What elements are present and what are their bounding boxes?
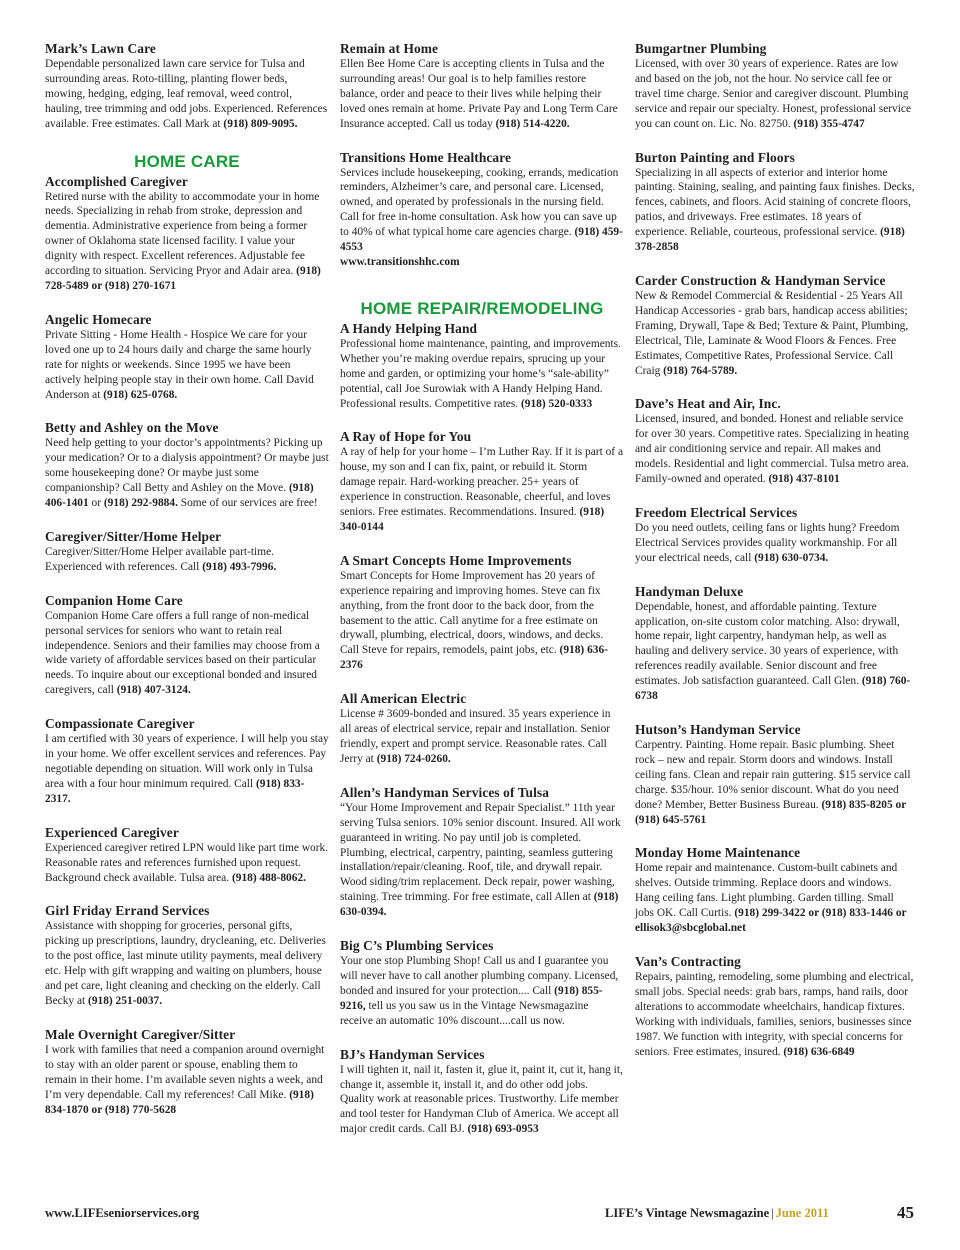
listing-phone: (918) 724-0260. xyxy=(376,752,451,765)
listing-phone: (918) 251-0037. xyxy=(88,994,163,1007)
listing-body: Caregiver/Sitter/Home Helper available part-time. Experienced with references. Call (918) 493-7996. xyxy=(45,545,277,573)
listing-phone: (918) 728-5489 or (918) 270-1671 xyxy=(45,265,321,292)
listing-phone: (918) 292-9884. xyxy=(103,497,178,510)
listing-body: Dependable, honest, and affordable painting. Texture application, on-site custom color matching. Also: drywall, home repair, light carpentry, handyman help, as well as hauling and delivery service. 30 years of experience, with references readily available. Senior discount and free estimates. Job satisfaction guaranteed. Call Glen. (918) 760-6738 xyxy=(635,600,911,703)
listing-phone: (918) 630-0734. xyxy=(754,551,829,564)
listing-body: Services include housekeeping, cooking, errands, medication reminders, Alzheimer’s care, and personal care. Licensed, owned, and operated by professionals in the nursing field. Call for free in-home consultation. Ask how you can save up to 40% of what typical home care agencies charge. (918) 459-4553 www.transitionshhc.com xyxy=(340,166,623,268)
listing-body: Smart Concepts for Home Improvement has 20 years of experience repairing and improving homes. Steve can fix anything, from the front door to the back door, from the basement to the attic. Call anytime for a free estimate on drywall, plumbing, electrical, doors, windows, and decks. Call Steve for repairs, remodels, paint jobs, etc. (918) 636-2376 xyxy=(340,569,608,672)
listing-phone: (918) 520-0333 xyxy=(520,397,593,410)
listing-phone: (918) 406-1401 xyxy=(45,482,314,510)
listing-title: Allen’s Handyman Services of Tulsa xyxy=(340,784,549,800)
listing-body: Ellen Bee Home Care is accepting clients in Tulsa and the surrounding areas! Our goal is to help families restore balance, order and peace to their lives while helping their loved ones remain at home. Private Pay and Long Term Care Insurance accepted. Call us today (918) 514-4220. xyxy=(340,58,618,130)
listing-title: Van’s Contracting xyxy=(635,953,741,969)
footer-separator: | xyxy=(771,1206,774,1220)
listing-phone: (918) 407-3124. xyxy=(116,684,191,697)
listing-freedom-electrical xyxy=(635,505,915,566)
listing-companion-home-care xyxy=(45,593,329,698)
listing-phone: (918) 835-8205 or (918) 645-5761 xyxy=(635,798,907,826)
listing-body: I will tighten it, nail it, fasten it, glue it, paint it, cut it, hang it, change it, assemble it, install it, and do other odd jobs. Quality work at reasonable prices. Trustworthy. Life member and tool tester for Handyman Club of America. We accept all major credit cards. Call BJ. (918) 693-0953 xyxy=(340,1063,623,1136)
listing-male-overnight-caregiver xyxy=(45,1027,329,1118)
footer-magazine-info xyxy=(605,1206,829,1221)
listing-phone: (918) 299-3422 or (918) 833-1446 or ellisok3@sbcglobal.net xyxy=(635,907,907,935)
listing-phone: (918) 378-2858 xyxy=(635,226,905,254)
listing-remain-at-home xyxy=(340,41,624,132)
listing-phone: (918) 855-9216, xyxy=(340,984,603,1012)
footer-website-link[interactable]: www.LIFEseniorservices.org xyxy=(45,1206,200,1220)
listing-title: Dave’s Heat and Air, Inc. xyxy=(635,396,781,412)
listing-a-ray-of-hope xyxy=(340,429,624,534)
listing-title: Hutson’s Handyman Service xyxy=(635,722,801,737)
listing-phone: (918) 514-4220. xyxy=(495,117,570,130)
listing-body: Repairs, painting, remodeling, some plumbing and electrical, small jobs. Special needs: grab bars, ramps, hand rails, door alterations to accommodate wheelchairs, handicap fixtures. Working with individuals, families, seniors, businesses since 1987. We function with integrity, with special concerns for seniors. Free estimates, insured. (918) 636-6849 xyxy=(635,970,914,1058)
listing-girl-friday xyxy=(45,903,329,1008)
listing-title: Accomplished Caregiver xyxy=(45,173,188,189)
listing-caregiver-sitter xyxy=(45,529,329,575)
listing-a-handy-helping-hand xyxy=(340,321,624,412)
listing-body: Licensed, with over 30 years of experience. Rates are low and based on the job, not the hour. No service call fee or travel time charge. Senior and caregiver discount. Plumbing service and repair our specialty. Honest, professional service you can count on. Lic. No. 82750. (918) 355-4747 xyxy=(635,58,912,130)
listing-body: Assistance with shopping for groceries, personal gifts, picking up prescriptions, laundry, drycleaning, etc. Deliveries to the post office, last minute utility payments, meal delivery etc. Help with gift wrapping and waiting on plumbers, house and pet care, light cleaning and checking on the elderly. Call Becky at (918) 251-0037. xyxy=(45,920,326,1007)
listing-body: Licensed, insured, and bonded. Honest and reliable service for over 30 years. Competitive rates. Specializing in heating and air conditioning service and repair. All makes and models. Residential and light commercial. Tulsa metro area. Family-owned and operated. (918) 437-8101 xyxy=(635,413,909,486)
issue-date: June 2011 xyxy=(775,1206,829,1220)
section-heading-home-repair: HOME REPAIR/REMODELING xyxy=(360,298,604,318)
listing-title: A Ray of Hope for You xyxy=(340,429,472,445)
listing-body: “Your Home Improvement and Repair Specialist.” 11th year serving Tulsa seniors. 10% senior discount. Insured. All work guaranteed in writing. No pay until job is completed. Plumbing, electrical, carpentry, painting, seamless guttering installation/repair/cleaning. Roof, tile, and drywall repair. Wood siding/trim replacement. Deck repair, power washing, staining. Tree trimming. For free estimate, call Allen at (918) 630-0394. xyxy=(340,801,621,919)
listing-phone: (918) 493-7996. xyxy=(202,560,277,573)
listing-title: Bumgartner Plumbing xyxy=(635,41,767,56)
listing-title: Handyman Deluxe xyxy=(635,583,744,599)
listing-title: Transitions Home Healthcare xyxy=(340,149,512,165)
listing-allens-handyman xyxy=(340,785,624,920)
page-number: 45 xyxy=(897,1203,914,1222)
column-3 xyxy=(635,41,915,1059)
section-heading-home-care: HOME CARE xyxy=(134,151,240,171)
listing-betty-and-ashley xyxy=(45,420,329,511)
listing-daves-heat-and-air xyxy=(635,396,915,487)
listing-bumgartner-plumbing xyxy=(635,41,915,132)
listing-body: Home repair and maintenance. Custom-built cabinets and shelves. Outside trimming. Replace doors and windows. Hang ceiling fans. Light plumbing. Garden tilling. Small jobs OK. Call Curtis. (918) 299-3422 or (918) 833-1446 or ellisok3@sbcglobal.net xyxy=(635,862,907,935)
listing-body: Carpentry. Painting. Home repair. Basic plumbing. Sheet rock – new and repair. Storm doors and windows. Install ceiling fans. Clean and repair rain guttering. $15 service call charge. $35/hour. 10% senior discount. What do you need done? Member, Better Business Bureau. (918) 835-8205 or (918) 645-5761 xyxy=(635,739,911,826)
listing-title: Betty and Ashley on the Move xyxy=(45,420,219,436)
listing-website-link[interactable]: www.transitionshhc.com xyxy=(340,255,460,268)
listing-title: Remain at Home xyxy=(340,41,439,56)
listing-body: Need help getting to your doctor’s appointments? Picking up your medication? Or to a dialysis appointment? Or maybe just some housekeeping done? Or maybe just some companionship? Call Betty and Ashley on the Move. (918) 406-1401 or (918) 292-9884. Some of our services are free! xyxy=(45,437,329,510)
listing-title: Angelic Homecare xyxy=(45,311,152,327)
listing-title: Male Overnight Caregiver/Sitter xyxy=(45,1026,236,1042)
listing-burton-painting xyxy=(635,150,915,255)
listing-all-american-electric xyxy=(340,691,624,767)
listing-body: Experienced caregiver retired LPN would like part time work. Reasonable rates and references furnished upon request. Background check available. Tulsa area. (918) 488-8062. xyxy=(45,841,329,884)
listing-smart-concepts xyxy=(340,553,624,673)
listing-body: Private Sitting - Home Health - Hospice We care for your loved one up to 24 hours daily and charge the same hourly rate for nights or weekends. Since 1995 we have been actively helping people stay in their own home. Call David Anderson at (918) 625-0768. xyxy=(45,328,314,401)
listing-phone: (918) 636-2376 xyxy=(340,644,608,672)
listing-body: I work with families that need a companion around overnight to stay with an older parent or spouse, enabling them to remain in their home. I’m available seven nights a week, and I’m very dependable. Call my references! Call Mike. (918) 834-1870 or (918) 770-5628 xyxy=(45,1043,325,1116)
listing-bjs-handyman xyxy=(340,1047,624,1138)
listing-phone: (918) 833-2317. xyxy=(45,777,305,805)
listing-title: All American Electric xyxy=(340,691,467,707)
listing-body: New & Remodel Commercial & Residential - 25 Years All Handicap Accessories - grab bars, handicap access abilities; Framing, Drywall, Tape & Bed; Texture & Paint, Plumbing, Electrical, Tile, Laminate & Wood Floors & Fences. Free Estimates, Competitive Rates, Professional Service. Call Craig (918) 764-5789. xyxy=(635,289,909,377)
listing-title: BJ’s Handyman Services xyxy=(340,1046,485,1062)
listing-phone: (918) 630-0394. xyxy=(340,891,619,919)
listing-phone: (918) 760-6738 xyxy=(635,675,911,703)
listing-body: License # 3609-bonded and insured. 35 years experience in all areas of electrical service, repair and installation. Senior friendly, expert and prompt service. Reasonable rates. Call Jerry at (918) 724-0260. xyxy=(340,708,611,765)
listing-body: Retired nurse with the ability to accommodate your in home needs. Specializing in rehab from stroke, depression and dementia. Administrative experience from being a former owner of Oklahoma state licensed facility. I value your dignity with respect. Excellent references. Adjustable fee according to situation. Servicing Pryor and Adair area. (918) 728-5489 or (918) 270-1671 xyxy=(45,190,321,292)
listing-phone: (918) 636-6849 xyxy=(783,1045,855,1058)
listing-phone: (918) 809-9095. xyxy=(223,117,298,130)
listing-title: A Handy Helping Hand xyxy=(340,320,478,336)
listing-title: Experienced Caregiver xyxy=(45,824,179,840)
listing-body: Companion Home Care offers a full range of non-medical personal services for seniors who want to retain real independence. Seniors and their families may choose from a wide variety of affordable services based on their particular needs. To inquire about our exceptional bonded and insured caregivers, call (918) 407-3124. xyxy=(45,609,320,697)
listing-vans-contracting xyxy=(635,954,915,1059)
listing-body: A ray of help for your home – I’m Luther Ray. If it is part of a house, my son and I can fix, paint, or rebuild it. Storm damage repair. Hard-working preacher. 25+ years of experience in construction. Reasonable, cheerful, and loves seniors. Free estimates. Recommendations. Insured. (918) 340-0144 xyxy=(340,446,623,533)
listing-title: Companion Home Care xyxy=(45,592,183,608)
listing-phone: (918) 437-8101 xyxy=(768,473,840,486)
listing-body: Dependable personalized lawn care service for Tulsa and surrounding areas. Roto-tilling, planting flower beds, mowing, hedging, edging, leaf removal, weed control, hauling, tree trimming and odd jobs. Experienced. References available. Free estimates. Call Mark at (918) 809-9095. xyxy=(45,58,328,130)
listing-title: Compassionate Caregiver xyxy=(45,716,195,732)
listing-phone: (918) 834-1870 or (918) 770-5628 xyxy=(45,1088,314,1116)
listing-accomplished-caregiver xyxy=(45,174,329,294)
listing-carder-construction xyxy=(635,273,915,378)
listing-title: Monday Home Maintenance xyxy=(635,845,801,861)
listing-big-cs-plumbing xyxy=(340,938,624,1029)
listing-marks-lawn-care xyxy=(45,41,329,132)
listing-phone: (918) 488-8062. xyxy=(231,871,306,884)
listing-body: Your one stop Plumbing Shop! Call us and I guarantee you will never have to call another plumbing company. Licensed, bonded and insured for your protection.... Call (918) 855-9216, tell us you saw us in the Vintage Newsmagazine receive an automatic 10% discount....call us now. xyxy=(340,955,619,1027)
listing-compassionate-caregiver xyxy=(45,716,329,807)
listing-phone: (918) 764-5789. xyxy=(663,364,738,377)
listing-title: Burton Painting and Floors xyxy=(635,149,795,165)
listing-phone: (918) 340-0144 xyxy=(340,506,605,533)
listing-monday-home-maintenance xyxy=(635,845,915,936)
listing-title: A Smart Concepts Home Improvements xyxy=(340,552,572,568)
listing-title: Freedom Electrical Services xyxy=(635,504,798,520)
listing-body: Specializing in all aspects of exterior and interior home painting. Staining, sealing, and painting faux finishes. Decks, fences, cabinets, and floors. Acid staining of concrete floors, patios, and driveways. Free estimates. 18 years of experience. Reliable, courteous, professional service. (918) 378-2858 xyxy=(635,166,915,254)
magazine-title: LIFE’s Vintage Newsmagazine xyxy=(605,1206,770,1220)
listing-phone: (918) 625-0768. xyxy=(103,388,178,401)
listing-title: Carder Construction & Handyman Service xyxy=(635,272,886,288)
listing-title: Girl Friday Errand Services xyxy=(45,903,210,919)
listing-phone: (918) 355-4747 xyxy=(793,117,865,130)
listing-hutsons-handyman xyxy=(635,722,915,827)
column-2 xyxy=(340,41,624,1137)
listing-body: I am certified with 30 years of experience. I will help you stay in your home. We offer excellent services and references. Pay negotiable depending on situation. Will work only in Tulsa area with a four hour minimum required. Call (918) 833-2317. xyxy=(45,733,329,805)
listing-angelic-homecare xyxy=(45,312,329,403)
column-1 xyxy=(45,41,329,1117)
listing-body: Professional home maintenance, painting, and improvements. Whether you’re making overdue repairs, sprucing up your home and garden, or optimizing your home’s “sale-ability” potential, call Joe Surowiak with A Handy Helping Hand. Professional results. Competitive rates. (918) 520-0333 xyxy=(340,337,621,410)
listing-title: Mark’s Lawn Care xyxy=(45,41,156,56)
listing-handyman-deluxe xyxy=(635,584,915,704)
listing-transitions-home-healthcare xyxy=(340,150,624,270)
listing-experienced-caregiver xyxy=(45,825,329,886)
listing-body: Do you need outlets, ceiling fans or lights hung? Freedom Electrical Services provides quality workmanship. For all your electrical needs, call (918) 630-0734. xyxy=(635,521,900,564)
listing-phone: (918) 459-4553 xyxy=(340,226,623,254)
listing-title: Big C’s Plumbing Services xyxy=(340,938,494,954)
listing-title: Caregiver/Sitter/Home Helper xyxy=(45,528,222,544)
listing-phone: (918) 693-0953 xyxy=(467,1123,539,1136)
